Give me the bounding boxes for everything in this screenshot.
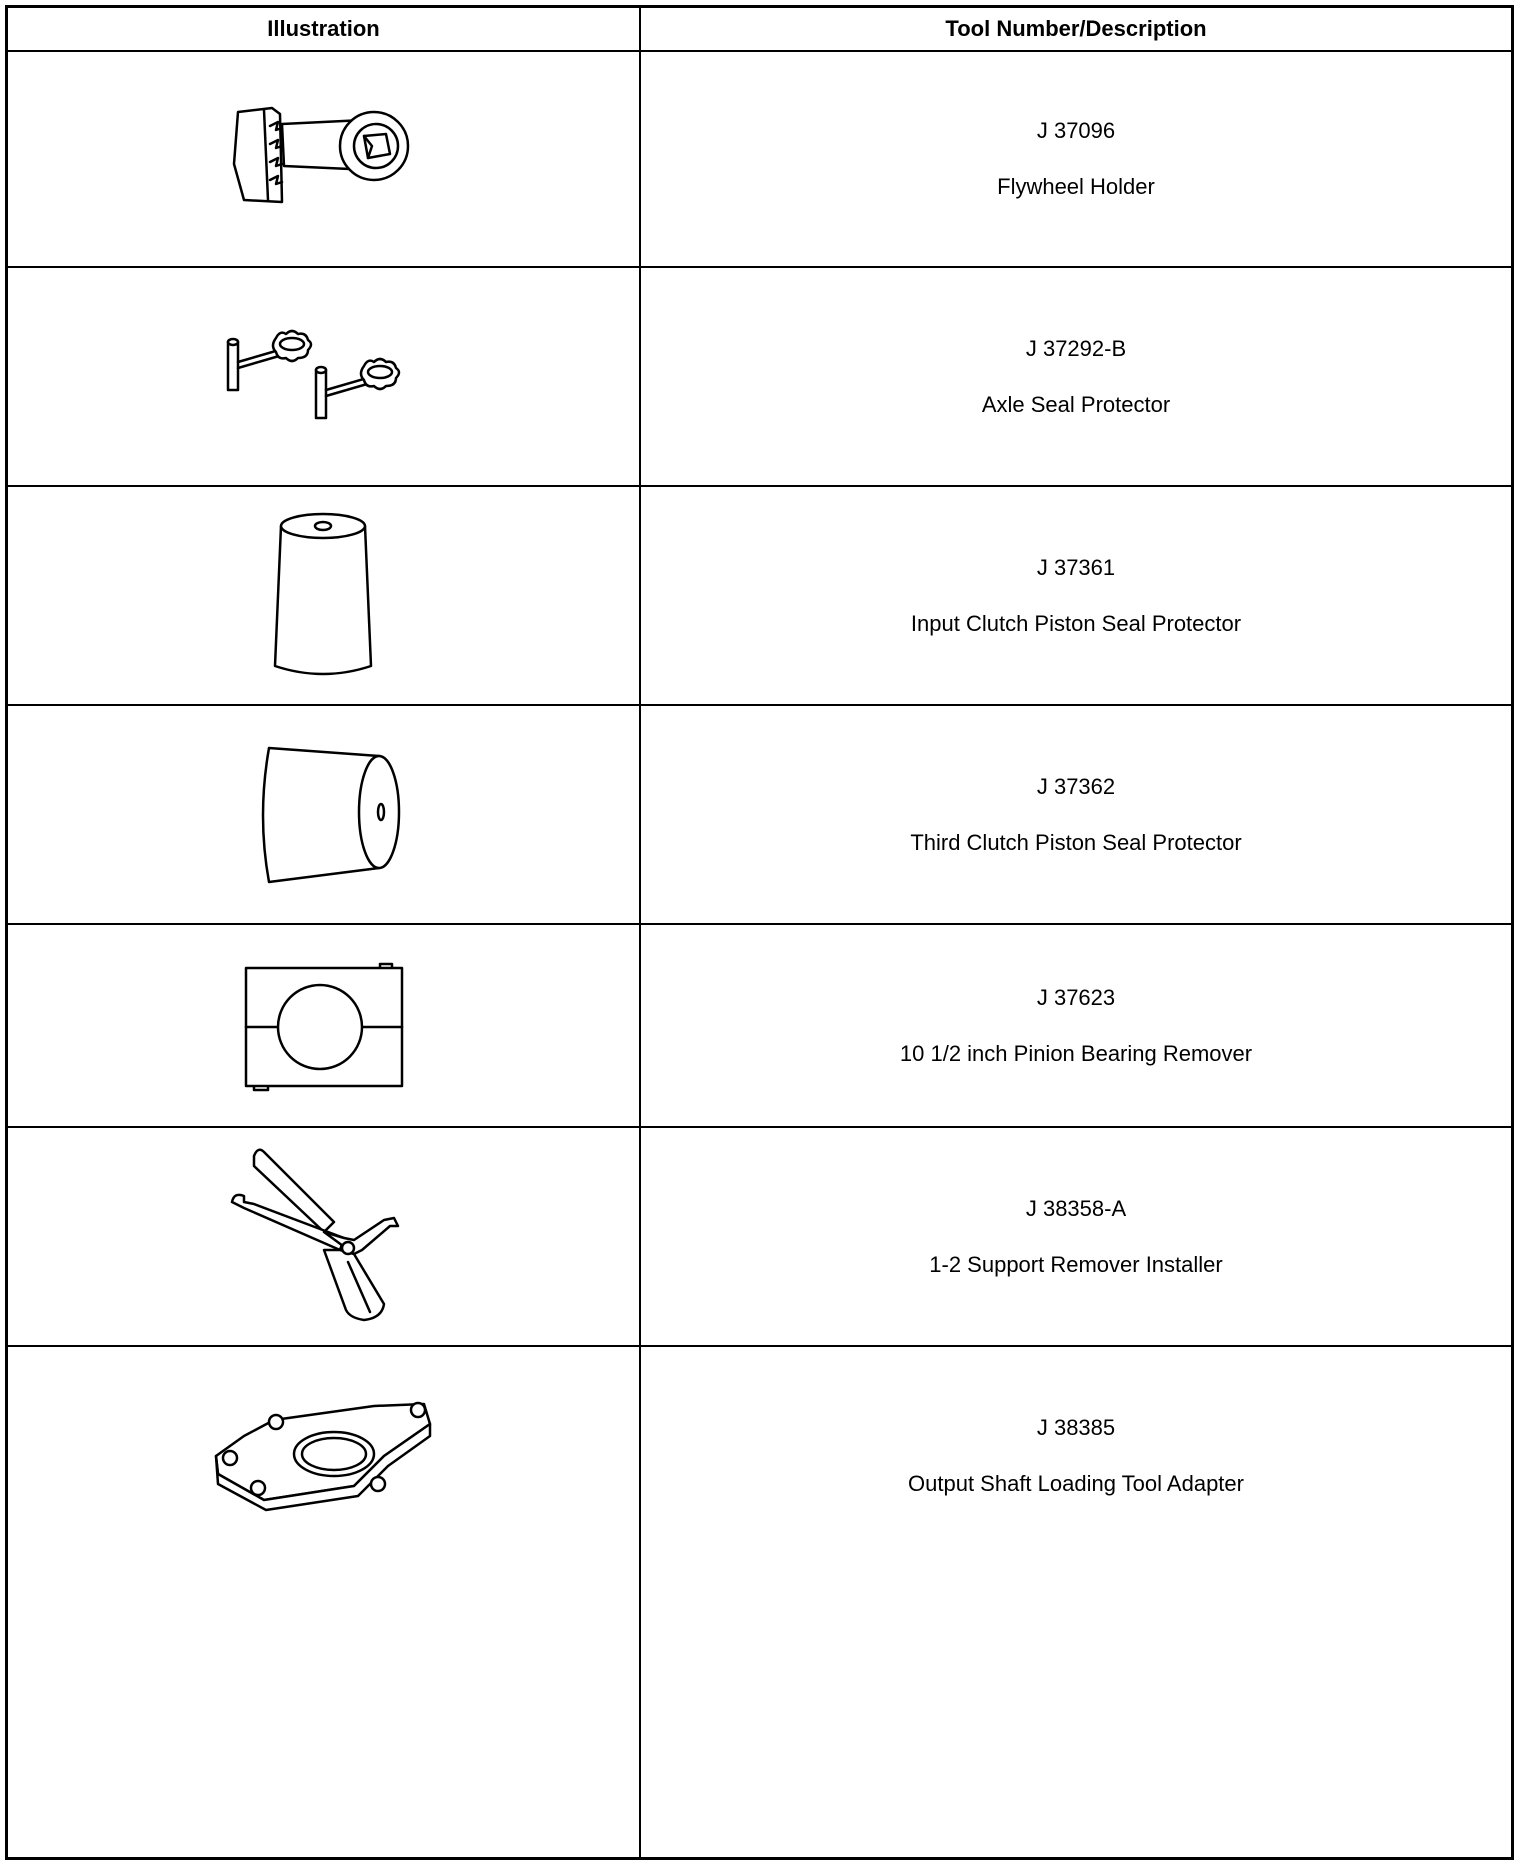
illustration-cell (8, 487, 639, 704)
tool-description: Flywheel Holder (997, 174, 1155, 199)
header-tool-number-description: Tool Number/Description (945, 16, 1207, 41)
tool-description: Third Clutch Piston Seal Protector (910, 829, 1242, 855)
tool-cell (641, 487, 1511, 704)
tool-cell (641, 1128, 1511, 1345)
tool-number: J 37292-B (1025, 335, 1127, 361)
tool-cell (641, 1347, 1511, 1564)
support-remover-installer-icon (214, 1142, 434, 1332)
output-shaft-adapter-icon (204, 1396, 444, 1516)
illustration-cell (8, 1128, 639, 1345)
illustration-cell (8, 706, 639, 923)
tool-cell (641, 706, 1511, 923)
table-row (8, 706, 1511, 923)
third-clutch-seal-protector-icon (239, 740, 409, 890)
input-clutch-seal-protector-icon (259, 506, 389, 686)
axle-seal-protector-icon (214, 322, 434, 432)
table-row (8, 52, 1511, 266)
tool-description: Output Shaft Loading Tool Adapter (908, 1470, 1244, 1496)
table-row (8, 1128, 1511, 1345)
tool-number: J 37096 (1036, 118, 1116, 143)
tool-table (5, 5, 1514, 1860)
tool-description: 1-2 Support Remover Installer (929, 1251, 1223, 1277)
illustration-cell (8, 52, 639, 266)
table-row (8, 1347, 1511, 1857)
pinion-bearing-remover-icon (234, 956, 414, 1096)
table-row (8, 268, 1511, 485)
tool-number: J 37361 (1036, 554, 1116, 580)
flywheel-holder-icon (224, 104, 424, 214)
tool-number: J 37623 (1036, 984, 1116, 1010)
table-row (8, 925, 1511, 1126)
header-illustration: Illustration (267, 16, 380, 41)
tool-description: Axle Seal Protector (981, 391, 1171, 417)
tool-number: J 37362 (1036, 773, 1116, 799)
tool-cell (641, 268, 1511, 485)
table-row (8, 487, 1511, 704)
illustration-cell (8, 1347, 639, 1564)
tool-cell (641, 925, 1511, 1126)
tool-description: 10 1/2 inch Pinion Bearing Remover (899, 1040, 1253, 1066)
tool-cell (641, 52, 1511, 266)
tool-number: J 38385 (1036, 1414, 1116, 1440)
tool-description: Input Clutch Piston Seal Protector (910, 610, 1242, 636)
illustration-cell (8, 268, 639, 485)
tool-number: J 38358-A (1025, 1195, 1127, 1221)
illustration-cell (8, 925, 639, 1126)
